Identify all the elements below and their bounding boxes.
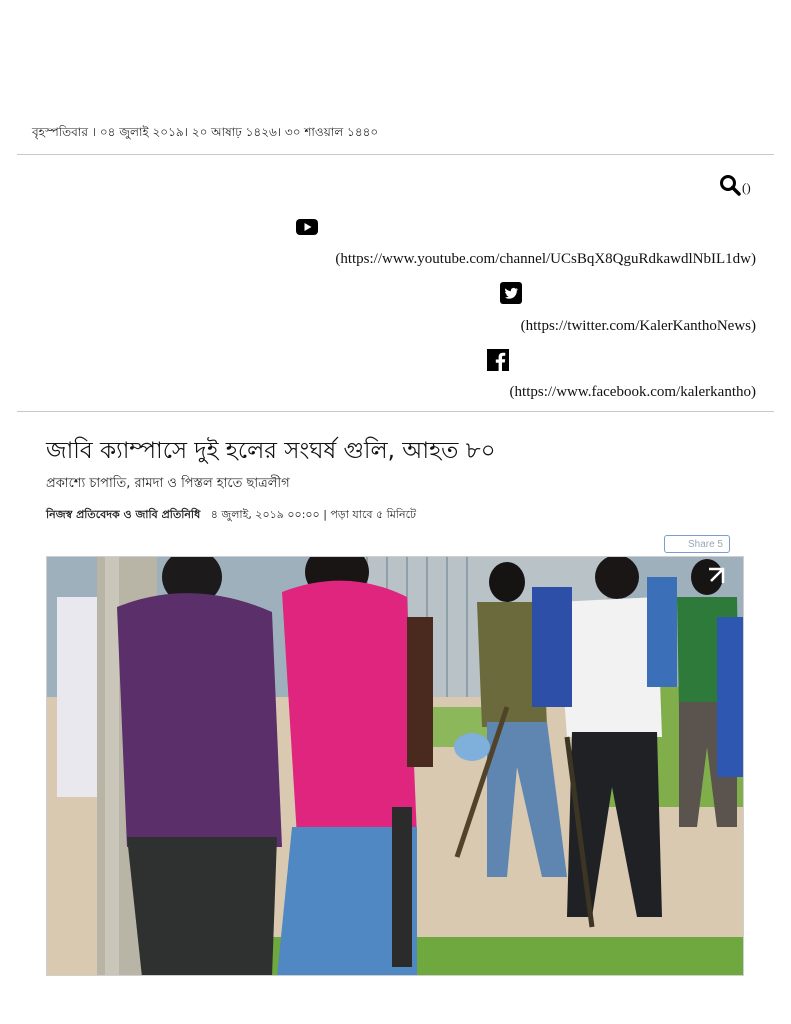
twitter-icon[interactable] <box>500 282 522 304</box>
article-read-time: পড়া যাবে ৫ মিনিটে <box>330 508 417 521</box>
article-byline <box>46 506 416 525</box>
search-count: () <box>742 180 751 195</box>
article-headline: জাবি ক্যাম্পাসে দুই হলের সংঘর্ষ গুলি, আহত ৮০ <box>46 438 496 464</box>
byline-separator: | <box>323 508 331 521</box>
nav-divider <box>17 411 774 412</box>
search-icon <box>719 174 741 196</box>
article-photo[interactable] <box>46 556 744 976</box>
article-author: নিজস্ব প্রতিবেদক ও জাবি প্রতিনিধি <box>46 508 201 521</box>
dateline: বৃহস্পতিবার । ০৪ জুলাই ২০১৯। ২০ আষাঢ় ১৪২৬। ৩০ শাওয়াল ১৪৪০ <box>32 125 379 139</box>
article-date: ৪ জুলাই, ২০১৯ ০০:০০ <box>210 508 320 521</box>
facebook-icon[interactable] <box>487 349 509 371</box>
twitter-link[interactable]: (https://twitter.com/KalerKanthoNews) <box>520 318 756 334</box>
facebook-link[interactable]: (https://www.facebook.com/kalerkantho) <box>509 384 756 400</box>
article-subheadline: প্রকাশ্যে চাপাতি, রামদা ও পিস্তল হাতে ছাত্রলীগ <box>46 476 290 491</box>
share-button[interactable]: Share 5 <box>664 535 730 553</box>
youtube-link[interactable]: (https://www.youtube.com/channel/UCsBqX8QguRdkawdlNbIL1dw) <box>335 251 756 267</box>
youtube-icon[interactable] <box>296 216 318 238</box>
search-button[interactable] <box>719 173 759 197</box>
header-divider <box>17 154 774 155</box>
